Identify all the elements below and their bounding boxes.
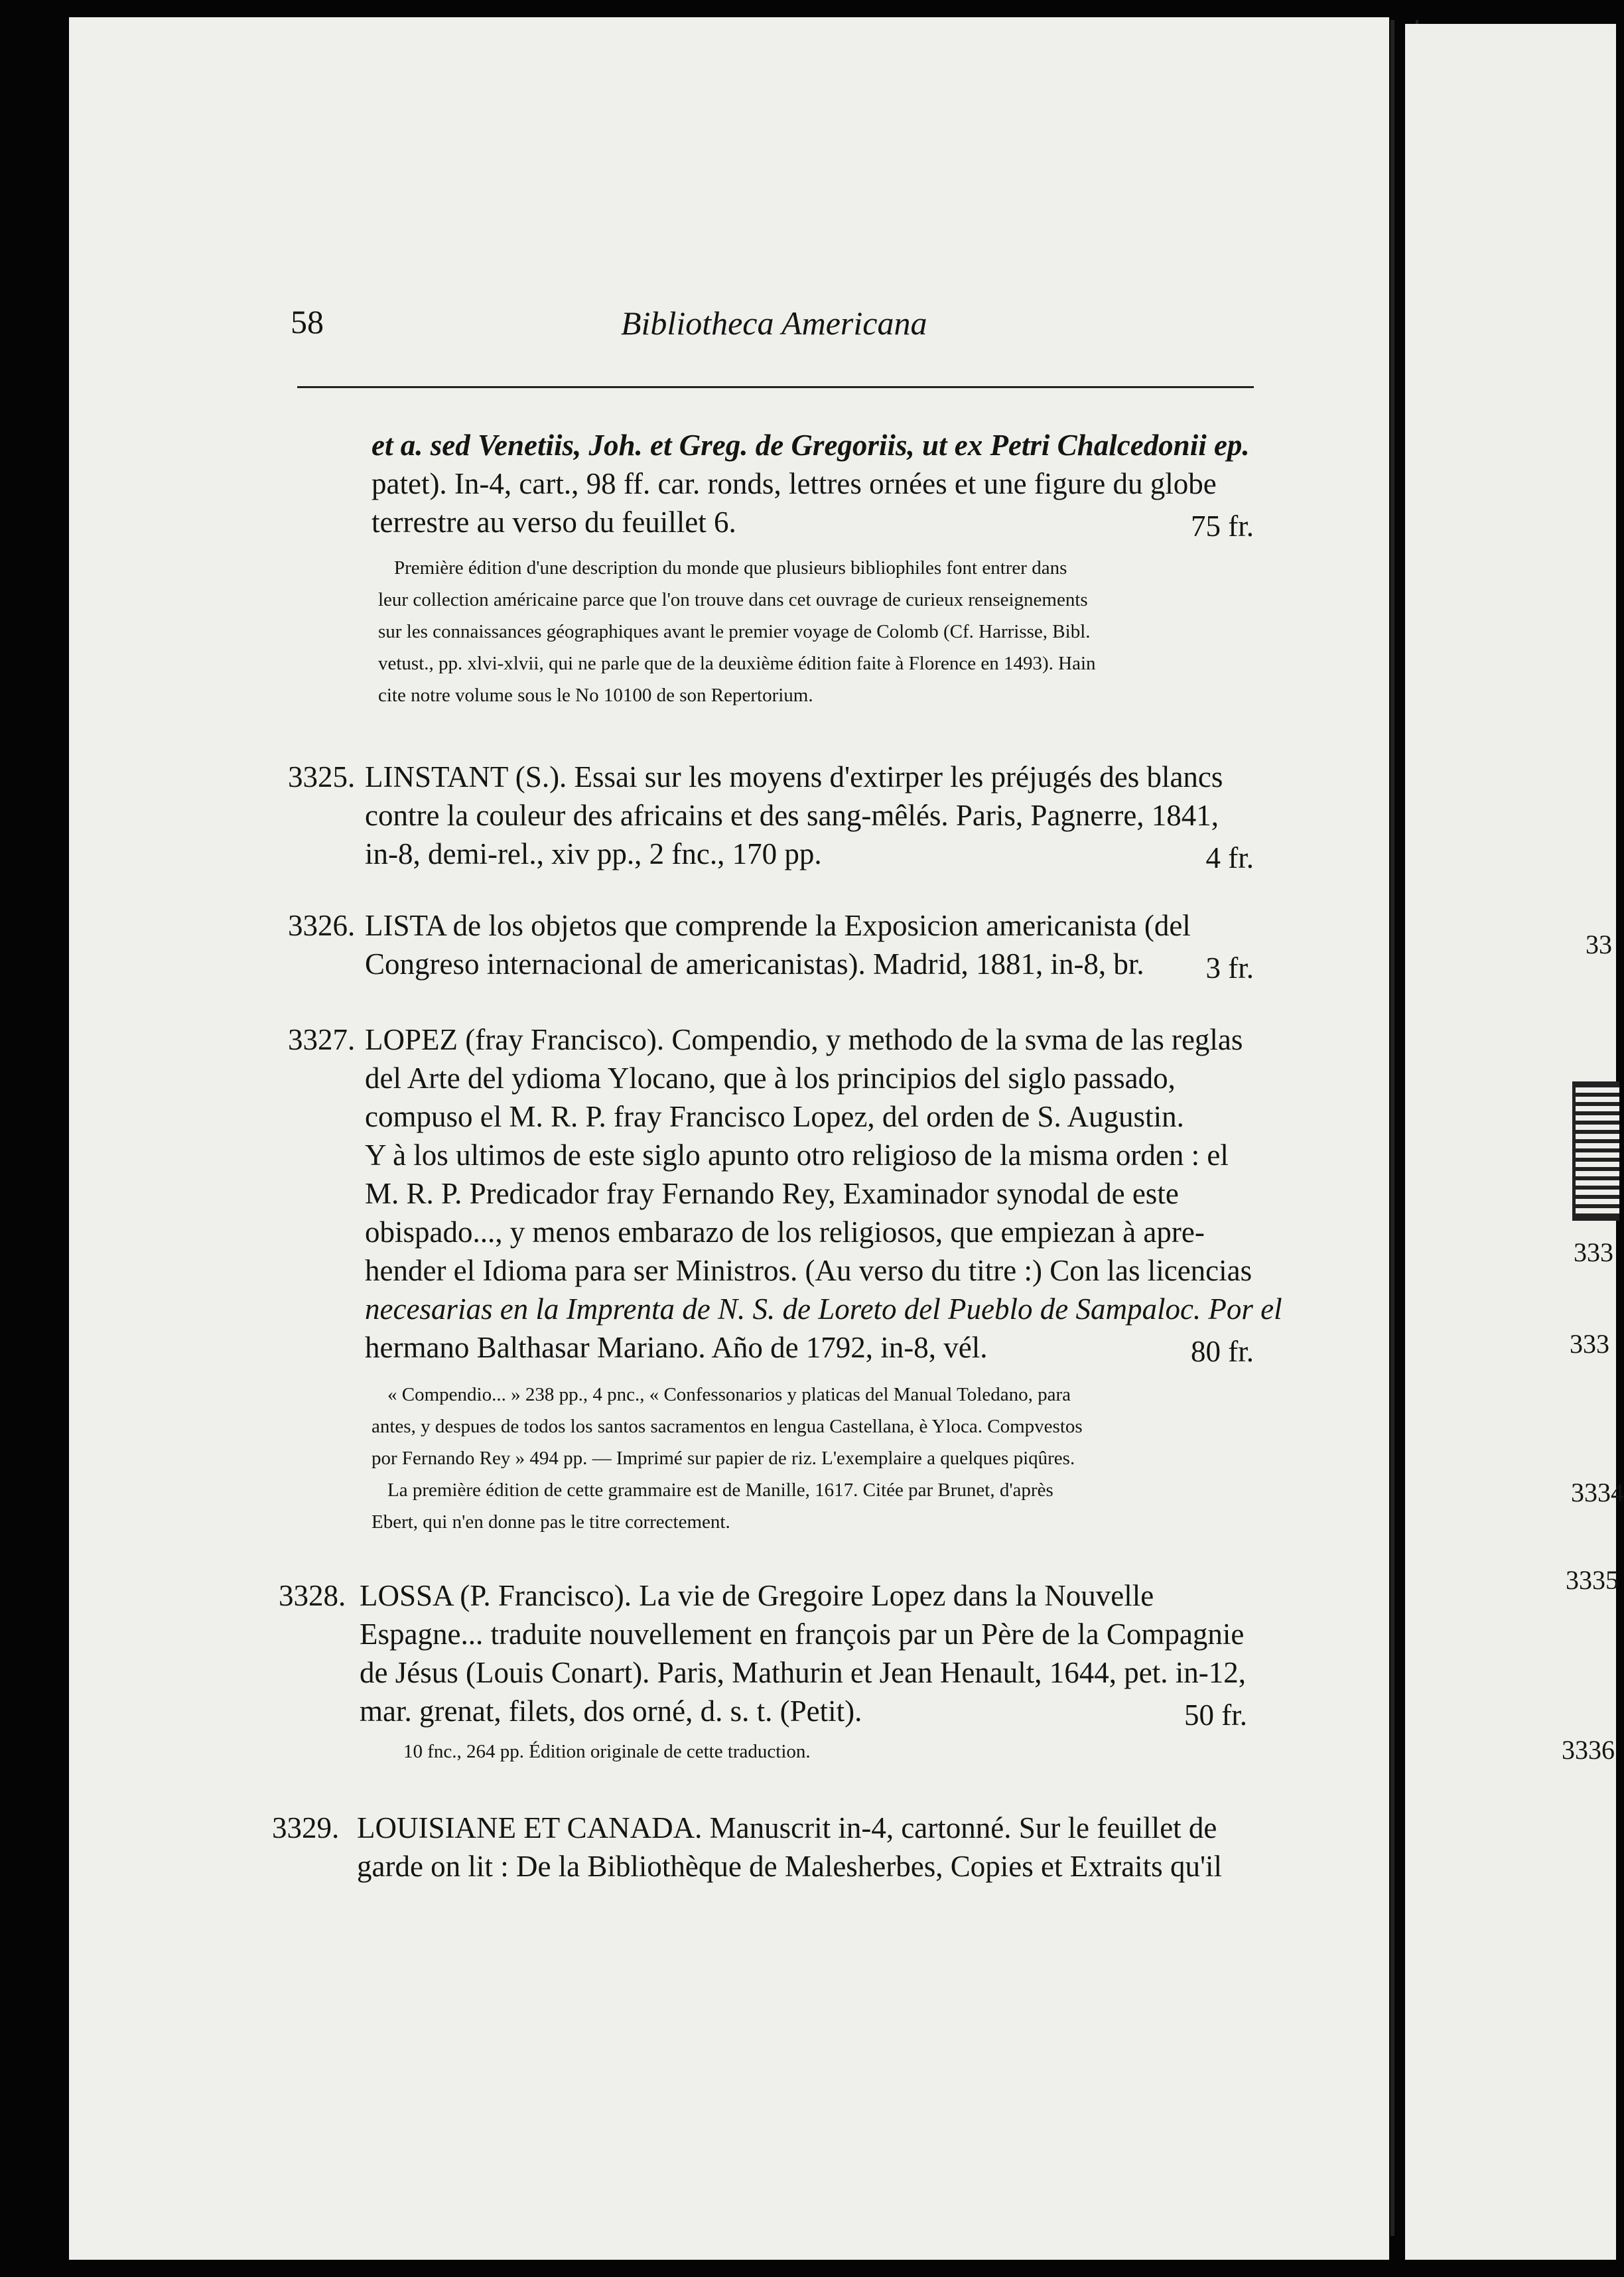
entry-line: LOPEZ (fray Francisco). Compendio, y methodo de la svma de las reglas: [365, 1023, 1243, 1056]
running-title: Bibliotheca Americana: [621, 305, 927, 342]
continuation-line: terrestre au verso du feuillet 6.: [372, 506, 736, 539]
price: 80 fr.: [1191, 1335, 1254, 1368]
entry-line: Congreso internacional de americanistas). Madrid, 1881, in-8, br.: [365, 947, 1144, 981]
continuation-line: et a. sed Venetiis, Joh. et Greg. de Gregoriis, ut ex Petri Chalcedonii ep.: [372, 429, 1250, 462]
facing-entry-number: 333: [1570, 1329, 1609, 1359]
entry-line: Espagne... traduite nouvellement en françois par un Père de la Compagnie: [360, 1618, 1245, 1651]
gutter-shadow: [1390, 20, 1394, 2236]
note-line: por Fernando Rey » 494 pp. — Imprimé sur papier de riz. L'exemplaire a quelques piqûres.: [372, 1448, 1075, 1469]
note-line: La première édition de cette grammaire est de Manille, 1617. Citée par Brunet, d'après: [387, 1480, 1053, 1501]
entry-line: hender el Idioma para ser Ministros. (Au verso du titre :) Con las licencias: [365, 1254, 1252, 1287]
entry-line: necesarias en la Imprenta de N. S. de Loreto del Pueblo de Sampaloc. Por el: [365, 1292, 1282, 1326]
price: 3 fr.: [1205, 951, 1254, 985]
entry-line: compuso el M. R. P. fray Francisco Lopez, del orden de S. Augustin.: [365, 1100, 1184, 1133]
continuation-entry: [372, 426, 1254, 552]
catalog-entry-3327: [288, 1020, 1282, 1379]
entry-line: M. R. P. Predicador fray Fernando Rey, Examinador synodal de este: [365, 1177, 1179, 1210]
entry-number: 3329.: [272, 1811, 340, 1844]
note-line: cite notre volume sous le No 10100 de son Repertorium.: [378, 685, 813, 706]
continuation-line: patet). In-4, cart., 98 ff. car. ronds, lettres ornées et une figure du globe: [372, 467, 1217, 500]
entry-line: obispado..., y menos embarazo de los religiosos, que empiezan à apre-: [365, 1215, 1205, 1249]
entry-line: garde on lit : De la Bibliothèque de Malesherbes, Copies et Extraits qu'il: [357, 1850, 1223, 1883]
note-line: « Compendio... » 238 pp., 4 pnc., « Confessonarios y platicas del Manual Toledano, para: [387, 1384, 1071, 1405]
catalog-entry-3328: [279, 1576, 1247, 1736]
note-line: Première édition d'une description du monde que plusieurs bibliophiles font entrer dans: [394, 557, 1067, 579]
entry-line: LISTA de los objetos que comprende la Exposicion americanista (del: [365, 909, 1191, 942]
continuation-note: [378, 552, 1256, 718]
note-line: sur les connaissances géographiques avant le premier voyage de Colomb (Cf. Harrisse, Bibl.: [378, 621, 1091, 642]
facing-entry-number: 3334: [1571, 1478, 1624, 1507]
entry-line: Y à los ultimos de este siglo apunto otro religioso de la misma orden : el: [365, 1138, 1229, 1172]
entry-line: LINSTANT (S.). Essai sur les moyens d'extirper les préjugés des blancs: [365, 760, 1223, 794]
entry-line: LOUISIANE ET CANADA. Manuscrit in-4, cartonné. Sur le feuillet de: [357, 1811, 1217, 1844]
entry-number: 3327.: [288, 1023, 356, 1056]
header-rule: [297, 386, 1254, 388]
entry-line: hermano Balthasar Mariano. Año de 1792, in-8, vél.: [365, 1331, 988, 1364]
entry-line: mar. grenat, filets, dos orné, d. s. t. (Petit).: [360, 1694, 862, 1728]
note-line: vetust., pp. xlvi-xlvii, qui ne parle que de la deuxième édition faite à Florence en 1493). Hain: [378, 653, 1096, 674]
price: 50 fr.: [1184, 1698, 1247, 1732]
entry-line: contre la couleur des africains et des sang-mêlés. Paris, Pagnerre, 1841,: [365, 799, 1219, 832]
price: 4 fr.: [1205, 841, 1254, 874]
price: 75 fr.: [1191, 510, 1254, 543]
page-number: 58: [291, 303, 324, 340]
note-line: leur collection américaine parce que l'on trouve dans cet ouvrage de curieux renseignements: [378, 589, 1088, 610]
catalog-entry-3326: [288, 906, 1254, 993]
catalog-entry-3329: [272, 1809, 1247, 1895]
entry-3327-note: [372, 1379, 1256, 1538]
facing-page: [1405, 24, 1624, 2260]
ornament-fragment: [1572, 1081, 1619, 1221]
entry-number: 3326.: [288, 909, 356, 942]
note-line: antes, y despues de todos los santos sacramentos en lengua Castellana, è Yloca. Compvestos: [372, 1416, 1083, 1437]
entry-line: de Jésus (Louis Conart). Paris, Mathurin et Jean Henault, 1644, pet. in-12,: [360, 1656, 1247, 1689]
note-line: Ebert, qui n'en donne pas le titre correctement.: [372, 1511, 730, 1533]
facing-entry-number: 3335: [1566, 1565, 1619, 1595]
entry-3328-note: [403, 1736, 1199, 1769]
left-page: [69, 17, 1389, 2260]
entry-number: 3328.: [279, 1579, 346, 1612]
entry-line: LOSSA (P. Francisco). La vie de Gregoire Lopez dans la Nouvelle: [360, 1579, 1154, 1612]
catalog-entry-3325: [288, 758, 1254, 884]
entry-line: in-8, demi-rel., xiv pp., 2 fnc., 170 pp.: [365, 837, 822, 870]
entry-line: del Arte del ydioma Ylocano, que à los principios del siglo passado,: [365, 1062, 1176, 1095]
facing-entry-number: 333: [1574, 1237, 1613, 1267]
entry-number: 3325.: [288, 760, 356, 794]
note-line: 10 fnc., 264 pp. Édition originale de cette traduction.: [403, 1741, 811, 1762]
facing-entry-number: 3336: [1562, 1735, 1615, 1765]
facing-entry-number: 33: [1586, 930, 1612, 959]
